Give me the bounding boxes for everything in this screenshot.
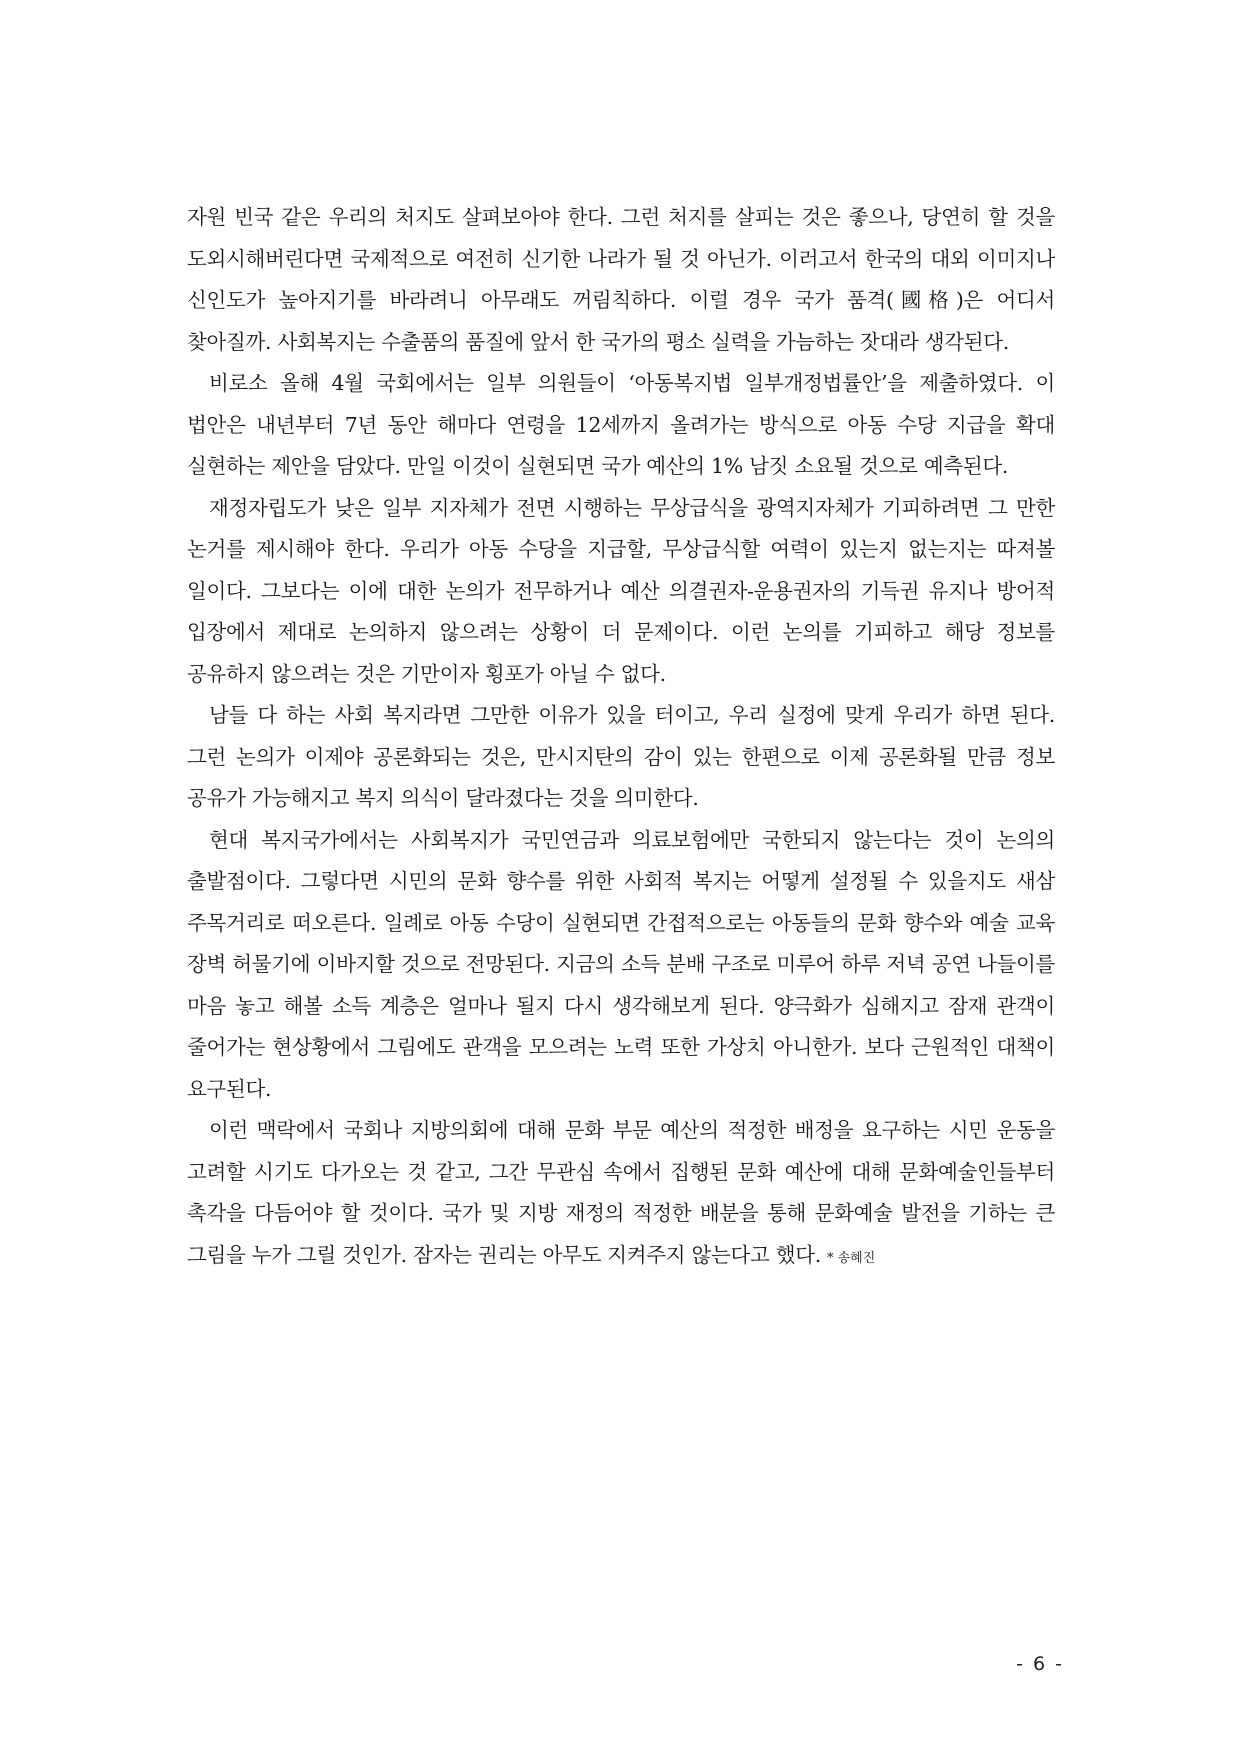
paragraph-4: 남들 다 하는 사회 복지라면 그만한 이유가 있을 터이고, 우리 실정에 맞게 우리가 하면 된다. 그런 논의가 이제야 공론화되는 것은, 만시지탄의 감이 있는 한편으로 이제 공론화될 만큼 정보 공유가 가능해지고 복지 의식이 달라졌다는 것을 의미한다. [187, 703, 1055, 810]
paragraph-2: 비로소 올해 4월 국회에서는 일부 의원들이 ‘아동복지법 일부개정법률안’을 제출하였다. 이 법안은 내년부터 7년 동안 해마다 연령을 12세까지 올려가는 방식으로 아동 수당 지급을 확대 실현하는 제안을 담았다. 만일 이것이 실현되면 국가 예산의 1% 남짓 소요될 것으로 예측된다. [187, 371, 1055, 478]
page-number: - 6 - [1016, 1653, 1064, 1675]
paragraph-1: 자원 빈국 같은 우리의 처지도 살펴보아야 한다. 그런 처지를 살피는 것은 좋으나, 당연히 할 것을 도외시해버린다면 국제적으로 여전히 신기한 나라가 될 것 아닌가. 이러고서 한국의 대외 이미지나 신인도가 높아지기를 바라려니 아무래도 꺼림칙하다. 이럴 경우 국가 품격(國格)은 어디서 찾아질까. 사회복지는 수출품의 품질에 앞서 한 국가의 평소 실력을 가늠하는 잣대라 생각된다. [187, 205, 1055, 354]
author-signature: * 송혜진 [826, 1250, 876, 1266]
paragraph-6-text: 이런 맥락에서 국회나 지방의회에 대해 문화 부문 예산의 적정한 배정을 요구하는 시민 운동을 고려할 시기도 다가오는 것 같고, 그간 무관심 속에서 집행된 문화 예산에 대해 문화예술인들부터 촉각을 다듬어야 할 것이다. 국가 및 지방 재정의 적정한 배분을 통해 문화예술 발전을 기하는 큰 그림을 누가 그릴 것인가. 잠자는 권리는 아무도 지켜주지 않는다고 했다. [187, 1118, 1055, 1267]
paragraph-5: 현대 복지국가에서는 사회복지가 국민연금과 의료보험에만 국한되지 않는다는 것이 논의의 출발점이다. 그렇다면 시민의 문화 향수를 위한 사회적 복지는 어떻게 설정될 수 있을지도 새삼 주목거리로 떠오른다. 일례로 아동 수당이 실현되면 간접적으로는 아동들의 문화 향수와 예술 교육 장벽 허물기에 이바지할 것으로 전망된다. 지금의 소득 분배 구조로 미루어 하루 저녁 공연 나들이를 마음 놓고 해볼 소득 계층은 얼마나 될지 다시 생각해보게 된다. 양극화가 심해지고 잠재 관객이 줄어가는 현상황에서 그림에도 관객을 모으려는 노력 또한 가상치 아니한가. 보다 근원적인 대책이 요구된다. [187, 827, 1055, 1101]
paragraph-6 [187, 1110, 1055, 1279]
article-body [187, 197, 1055, 1279]
paragraph-3: 재정자립도가 낮은 일부 지자체가 전면 시행하는 무상급식을 광역지자체가 기피하려면 그 만한 논거를 제시해야 한다. 우리가 아동 수당을 지급할, 무상급식할 여력이 있는지 없는지는 따져볼 일이다. 그보다는 이에 대한 논의가 전무하거나 예산 의결권자-운용권자의 기득권 유지나 방어적 입장에서 제대로 논의하지 않으려는 상황이 더 문제이다. 이런 논의를 기피하고 해당 정보를 공유하지 않으려는 것은 기만이자 횡포가 아닐 수 없다. [187, 495, 1055, 686]
